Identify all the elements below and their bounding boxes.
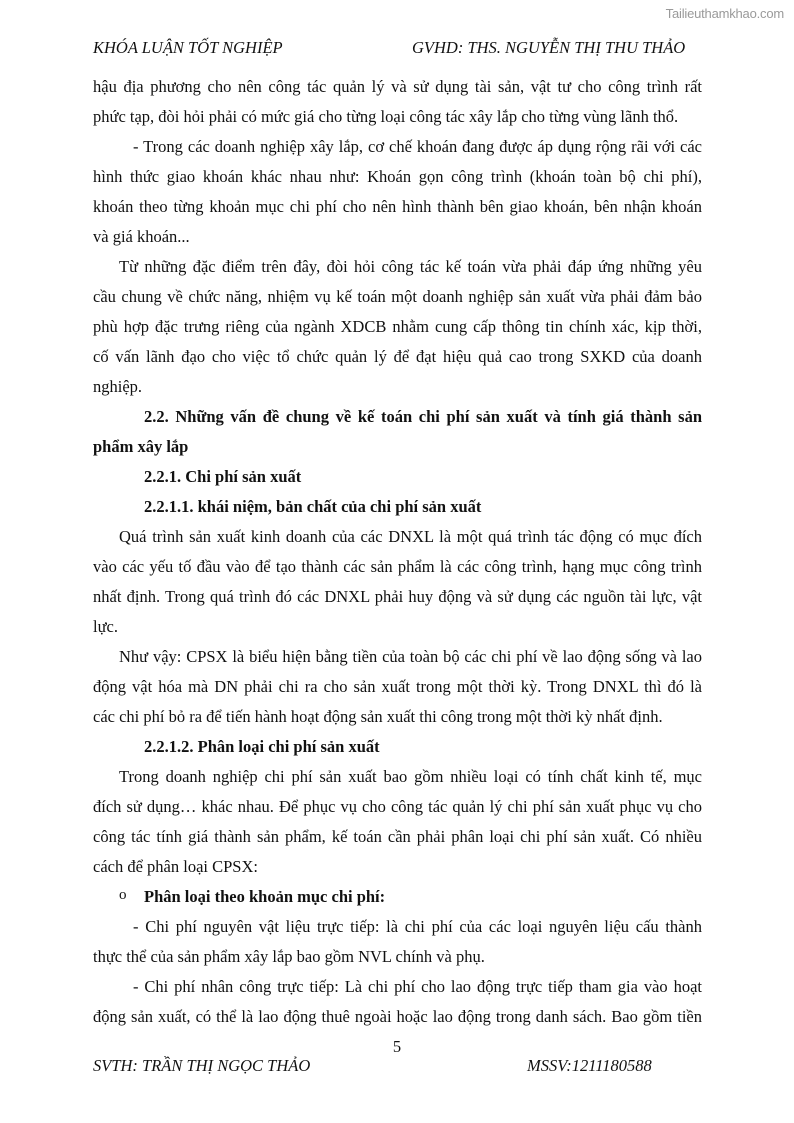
paragraph-line: phức tạp, đòi hỏi phải có mức giá cho từng loại công tác xây lắp cho từng vùng lãnh thổ. xyxy=(93,107,679,126)
paragraph-line: nhất định. Trong quá trình đó các DNXL phải huy động và sử dụng các nguồn tài lực, vật xyxy=(93,587,702,606)
paragraph-line: vào các yếu tố đầu vào để tạo thành các sản phẩm là các công trình, hạng mục công trình xyxy=(93,557,702,576)
paragraph-line: lực. xyxy=(93,617,118,636)
paragraph-line: cố vấn lãnh đạo cho việc tổ chức quản lý để đạt hiệu quả cao trong SXKD của doanh xyxy=(93,347,702,366)
paragraph-line: nghiệp. xyxy=(93,377,143,396)
circle-bullet-icon: o xyxy=(119,887,127,903)
paragraph-line: cầu chung về chức năng, nhiệm vụ kế toán một doanh nghiệp sản xuất vừa phải đảm bảo xyxy=(93,287,702,306)
paragraph-line: hậu địa phương cho nên công tác quản lý và sử dụng tài sản, vật tư cho công trình rất xyxy=(93,77,702,96)
paragraph-line: và giá khoán... xyxy=(93,227,190,246)
paragraph-line: Trong doanh nghiệp chi phí sản xuất bao gồm nhiều loại có tính chất kinh tế, mục xyxy=(119,767,702,786)
paragraph-line: cách để phân loại CPSX: xyxy=(93,857,258,876)
header-advisor: GVHD: THS. NGUYỄN THỊ THU THẢO xyxy=(412,38,686,57)
bullet-label: Phân loại theo khoản mục chi phí: xyxy=(144,887,386,906)
section-heading-2-2-1: 2.2.1. Chi phí sản xuất xyxy=(144,467,302,486)
paragraph-line: Như vậy: CPSX là biểu hiện bằng tiền của toàn bộ các chi phí về lao động sống và lao xyxy=(119,647,702,666)
paragraph-line: phù hợp đặc trưng riêng của ngành XDCB nhằm cung cấp thông tin chính xác, kịp thời, xyxy=(93,317,702,336)
paragraph-line: động vật hóa mà DN phải chi ra cho sản xuất trong một thời kỳ. Trong DNXL thì đó là xyxy=(93,677,702,696)
paragraph-line: - Trong các doanh nghiệp xây lắp, cơ chế khoán đang được áp dụng rộng rãi với các xyxy=(133,137,702,156)
paragraph-line: động sản xuất, có thể là lao động thuê ngoài hoặc lao động trong danh sách. Bao gồm tiền xyxy=(93,1007,702,1026)
watermark: Tailieuthamkhao.com xyxy=(665,6,784,21)
paragraph-line: công tác tính giá thành sản phẩm, kế toán cần phải phân loại chi phí sản xuất. Có nhiều xyxy=(93,827,702,846)
header-thesis-title: KHÓA LUẬN TỐT NGHIỆP xyxy=(93,38,283,57)
paragraph-line: đích sử dụng… khác nhau. Để phục vụ cho công tác quản lý chi phí sản xuất phục vụ cho xyxy=(93,797,702,816)
paragraph-line: khoán theo từng khoản mục chi phí cho nên hình thành bên giao khoán, bên nhận khoán xyxy=(93,197,702,216)
section-heading-2-2-1-1: 2.2.1.1. khái niệm, bản chất của chi phí sản xuất xyxy=(144,497,482,516)
paragraph-line: - Chi phí nhân công trực tiếp: Là chi phí cho lao động trực tiếp tham gia vào hoạt xyxy=(133,977,702,996)
paragraph-line: Từ những đặc điểm trên đây, đòi hỏi công tác kế toán vừa phải đáp ứng những yêu xyxy=(119,257,702,276)
paragraph-line: Quá trình sản xuất kinh doanh của các DNXL là một quá trình tác động có mục đích xyxy=(119,527,702,546)
paragraph-line: các chi phí bỏ ra để tiến hành hoạt động sản xuất thi công trong một thời kỳ nhất định. xyxy=(93,707,663,726)
footer-student-id: MSSV:1211180588 xyxy=(527,1056,652,1075)
section-heading-2-2-cont: phẩm xây lắp xyxy=(93,437,189,456)
paragraph-line: thực thể của sản phẩm xây lắp bao gồm NVL chính và phụ. xyxy=(93,947,485,966)
section-heading-2-2-1-2: 2.2.1.2. Phân loại chi phí sản xuất xyxy=(144,737,380,756)
paragraph-line: - Chi phí nguyên vật liệu trực tiếp: là chi phí của các loại nguyên liệu cấu thành xyxy=(133,917,702,936)
paragraph-line: hình thức giao khoán khác nhau như: Khoán gọn công trình (khoán toàn bộ chi phí), xyxy=(93,167,702,186)
page-number: 5 xyxy=(392,1037,402,1056)
footer-student-name: SVTH: TRẦN THỊ NGỌC THẢO xyxy=(93,1056,311,1075)
section-heading-2-2: 2.2. Những vấn đề chung về kế toán chi phí sản xuất và tính giá thành sản xyxy=(144,407,702,426)
